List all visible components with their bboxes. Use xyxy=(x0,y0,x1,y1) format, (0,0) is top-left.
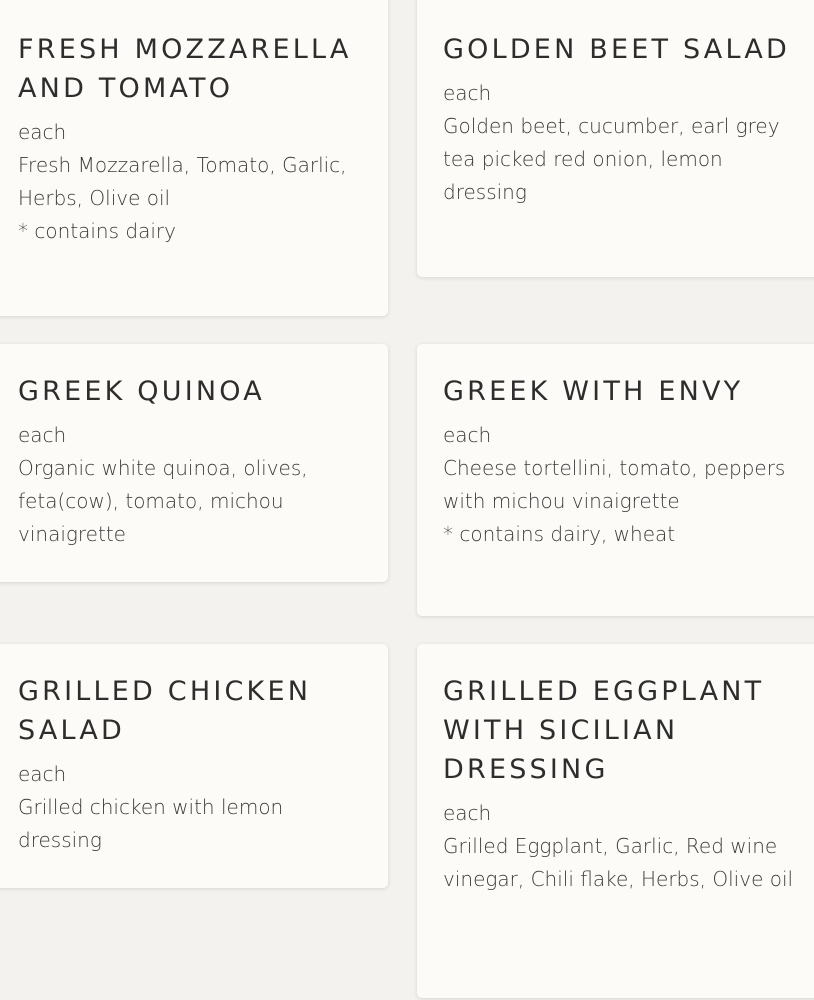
menu-item-description: Organic white quinoa, olives, feta(cow), tomato, michou vinaigrette xyxy=(18,456,308,546)
menu-item-card[interactable] xyxy=(417,644,814,998)
menu-item-allergen-note: * contains dairy xyxy=(18,219,176,243)
menu-item-unit: each xyxy=(18,423,67,447)
menu-item-description: Grilled chicken with lemon dressing xyxy=(18,795,284,852)
menu-item-unit: each xyxy=(18,762,67,786)
menu-item-title: GRILLED CHICKEN SALAD xyxy=(18,676,312,746)
menu-item-unit: each xyxy=(18,120,67,144)
menu-item-description: Fresh Mozzarella, Tomato, Garlic, Herbs, Olive oil xyxy=(18,153,347,210)
menu-item-card[interactable] xyxy=(0,0,388,316)
menu-item-description: Cheese tortellini, tomato, peppers with michou vinaigrette xyxy=(443,456,786,513)
menu-item-card[interactable] xyxy=(417,344,814,616)
menu-item-description: Golden beet, cucumber, earl grey tea picked red onion, lemon dressing xyxy=(443,114,780,204)
menu-item-card[interactable] xyxy=(0,644,388,888)
menu-item-allergen-note: * contains dairy, wheat xyxy=(443,522,676,546)
menu-item-unit: each xyxy=(443,81,492,105)
menu-item-card[interactable] xyxy=(0,344,388,582)
menu-item-title: GREEK QUINOA xyxy=(18,376,265,407)
menu-item-title: FRESH MOZZARELLA AND TOMATO xyxy=(18,34,352,104)
menu-item-title: GOLDEN BEET SALAD xyxy=(443,34,790,65)
menu-item-title: GRILLED EGGPLANT WITH SICILIAN DRESSING xyxy=(443,676,765,785)
menu-item-description: Grilled Eggplant, Garlic, Red wine vinegar, Chili flake, Herbs, Olive oil xyxy=(443,834,794,891)
menu-item-unit: each xyxy=(443,801,492,825)
menu-item-card[interactable] xyxy=(417,0,814,277)
menu-item-title: GREEK WITH ENVY xyxy=(443,376,744,407)
menu-item-unit: each xyxy=(443,423,492,447)
